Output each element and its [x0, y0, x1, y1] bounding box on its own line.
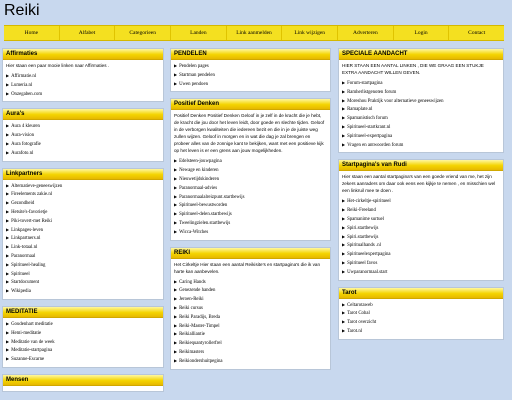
- arrow-icon: ▶: [342, 123, 346, 129]
- list-item: [6, 252, 160, 261]
- link[interactable]: Meditatie-startpagina: [11, 348, 53, 354]
- list-item: [174, 295, 327, 304]
- arrow-icon: ▶: [6, 347, 10, 353]
- list-item: [174, 330, 327, 339]
- link[interactable]: Reiki-Master-Timpel: [179, 323, 220, 329]
- arrow-icon: ▶: [6, 149, 10, 155]
- arrow-icon: ▶: [174, 202, 178, 208]
- box-intro-text: Het Cirkeltje Hier staan een aantal Reikisite's en startpagina's die ik van harte kan aanbevelen.: [174, 261, 321, 274]
- list-item: [342, 318, 500, 327]
- list-item: [342, 114, 500, 123]
- arrow-icon: ▶: [174, 80, 178, 86]
- arrow-icon: ▶: [342, 259, 346, 265]
- link[interactable]: Tarot overzicht: [347, 320, 377, 326]
- link[interactable]: Reikimasters: [179, 349, 205, 355]
- list-item: [342, 97, 500, 106]
- link[interactable]: Tarot Cobal: [347, 311, 370, 317]
- list-item: [174, 313, 327, 322]
- arrow-icon: ▶: [6, 226, 10, 232]
- link-list: [6, 320, 160, 364]
- link[interactable]: Edelsteen-jouwpagina: [179, 159, 222, 165]
- arrow-icon: ▶: [6, 320, 10, 326]
- box-body: [3, 60, 163, 101]
- list-item: [342, 123, 500, 132]
- link[interactable]: Uwen pendoen: [179, 81, 208, 87]
- list-item: [174, 157, 327, 166]
- arrow-icon: ▶: [342, 268, 346, 274]
- link[interactable]: Uwparanormaal.start: [347, 269, 388, 275]
- link[interactable]: Wikipedia: [11, 289, 31, 295]
- arrow-icon: ▶: [342, 319, 346, 325]
- list-item: [174, 201, 327, 210]
- box-body: [3, 180, 163, 299]
- list-item: [6, 338, 160, 347]
- arrow-icon: ▶: [174, 71, 178, 77]
- list-item: [174, 348, 327, 357]
- arrow-icon: ▶: [342, 97, 346, 103]
- arrow-icon: ▶: [6, 270, 10, 276]
- arrow-icon: ▶: [342, 310, 346, 316]
- link[interactable]: Aura-vision: [11, 133, 34, 139]
- arrow-icon: ▶: [6, 191, 10, 197]
- link[interactable]: Wicca-Witches: [179, 229, 209, 235]
- box-body: [171, 60, 330, 91]
- arrow-icon: ▶: [342, 141, 346, 147]
- list-item: [342, 206, 500, 215]
- list-item: [342, 233, 500, 242]
- list-item: [342, 79, 500, 88]
- list-item: [6, 208, 160, 217]
- link[interactable]: Spamanime surtuel: [347, 216, 384, 222]
- box-heading: Linkpartners: [3, 169, 163, 180]
- link[interactable]: Ramaplate.nl: [347, 107, 373, 113]
- arrow-icon: ▶: [174, 193, 178, 199]
- box-mensen: [2, 374, 164, 392]
- arrow-icon: ▶: [342, 80, 346, 85]
- link[interactable]: Spiritueel-expertpagina: [347, 133, 393, 139]
- arrow-icon: ▶: [174, 278, 178, 284]
- arrow-icon: ▶: [6, 288, 10, 294]
- box-heading: Startpagina's van Rudi: [339, 160, 503, 171]
- arrow-icon: ▶: [174, 304, 178, 310]
- link[interactable]: Spiritueel-healing: [11, 262, 46, 268]
- arrow-icon: ▶: [174, 340, 178, 346]
- nav-categorieen[interactable]: Categorieen: [115, 26, 171, 40]
- link[interactable]: Reiki-Freeland: [347, 208, 376, 214]
- link[interactable]: Goudenhart meditatie: [11, 321, 53, 327]
- arrow-icon: ▶: [174, 219, 178, 225]
- list-item: [174, 228, 327, 237]
- list-item: [6, 131, 160, 140]
- list-item: [6, 81, 160, 90]
- list-item: [6, 278, 160, 287]
- nav-contact[interactable]: Contact: [468, 30, 486, 36]
- arrow-icon: ▶: [6, 279, 10, 285]
- site-title: Reiki: [4, 2, 40, 19]
- arrow-icon: ▶: [6, 132, 10, 138]
- link[interactable]: Vragen en antwoorden forum: [347, 142, 404, 148]
- arrow-icon: ▶: [174, 348, 178, 354]
- link[interactable]: Nieuwetijdskinderen: [179, 176, 220, 182]
- link-list: [342, 301, 500, 336]
- arrow-icon: ▶: [174, 331, 178, 337]
- list-item: [6, 140, 160, 149]
- arrow-icon: ▶: [342, 233, 346, 239]
- link[interactable]: Startdocument: [11, 280, 40, 286]
- nav-link-wijzigen[interactable]: Link wijzigen: [282, 26, 338, 40]
- link-list: [342, 79, 500, 149]
- box-body: [171, 259, 330, 369]
- list-item: [174, 71, 327, 80]
- arrow-icon: ▶: [6, 182, 10, 188]
- link[interactable]: Startman pendelen: [179, 72, 215, 78]
- link[interactable]: Spiritueel favos: [347, 260, 378, 266]
- link[interactable]: Link-totaal.nl: [11, 245, 38, 251]
- link[interactable]: Reikialliantie: [179, 332, 205, 338]
- arrow-icon: ▶: [174, 313, 178, 319]
- arrow-icon: ▶: [174, 63, 178, 68]
- box-body: [339, 171, 503, 279]
- arrow-icon: ▶: [6, 73, 10, 78]
- arrow-icon: ▶: [6, 356, 10, 362]
- list-item: [174, 278, 327, 287]
- link[interactable]: Newage en kinderen: [179, 168, 219, 174]
- link[interactable]: Tweelingzielen.startbewijs: [179, 220, 231, 226]
- box-body: [3, 386, 163, 391]
- box-body: [339, 299, 503, 339]
- arrow-icon: ▶: [6, 252, 10, 258]
- link[interactable]: Paranormaal: [11, 253, 36, 259]
- arrow-icon: ▶: [342, 132, 346, 138]
- link[interactable]: Spiritueelexpertpagina: [347, 252, 391, 258]
- link[interactable]: Spiritueel-delen.startbewijs: [179, 212, 232, 218]
- link[interactable]: Pendelen pages: [179, 64, 209, 69]
- arrow-icon: ▶: [6, 208, 10, 214]
- box-body: [3, 318, 163, 367]
- arrow-icon: ▶: [174, 296, 178, 302]
- link[interactable]: Lumeria.nl: [11, 82, 33, 88]
- arrow-icon: ▶: [342, 327, 346, 333]
- arrow-icon: ▶: [342, 251, 346, 257]
- box-heading: Aura's: [3, 109, 163, 120]
- list-item: [6, 329, 160, 338]
- list-item: [342, 327, 500, 336]
- link[interactable]: Suzanne-Escarne: [11, 357, 45, 363]
- list-item: [6, 320, 160, 329]
- list-item: [174, 175, 327, 184]
- link[interactable]: Reiki Paradijs, Breda: [179, 314, 220, 320]
- nav-alfabet[interactable]: Alfabet: [60, 26, 116, 40]
- list-item: [6, 226, 160, 235]
- arrow-icon: ▶: [6, 217, 10, 223]
- link-list: [342, 197, 500, 276]
- list-item: [6, 122, 160, 131]
- arrow-icon: ▶: [174, 287, 178, 293]
- list-item: [342, 132, 500, 141]
- list-item: [6, 199, 160, 208]
- link[interactable]: Meditatie van de week: [11, 339, 55, 345]
- link[interactable]: Spiritueel-startkrant.nl: [347, 124, 391, 130]
- list-item: [174, 339, 327, 348]
- link[interactable]: Spiri.startbewijs: [347, 225, 379, 231]
- box-heading: REIKI: [171, 248, 330, 259]
- link[interactable]: Reikiequantyrollerfrel: [179, 341, 222, 347]
- list-item: [342, 241, 500, 250]
- link-list: [6, 72, 160, 98]
- link[interactable]: Hemi-meditatie: [11, 330, 42, 336]
- link[interactable]: Spiri.startbewijs: [347, 234, 379, 240]
- arrow-icon: ▶: [174, 228, 178, 234]
- link[interactable]: Spamanistisch forum: [347, 116, 388, 122]
- box-body: [3, 120, 163, 160]
- list-item: [174, 322, 327, 331]
- list-item: [174, 286, 327, 295]
- list-item: [174, 184, 327, 193]
- arrow-icon: ▶: [342, 88, 346, 94]
- link[interactable]: Aura fotografie: [11, 141, 41, 147]
- list-item: [342, 309, 500, 318]
- list-item: [342, 301, 500, 310]
- list-item: [174, 304, 327, 313]
- link-list: [6, 182, 160, 296]
- link[interactable]: Spiritueel-bewustworden: [179, 203, 228, 209]
- link[interactable]: Forum-startpagina: [347, 81, 383, 86]
- box-linkpartners: [2, 168, 164, 300]
- link[interactable]: Ramherlistgenoten forum: [347, 89, 397, 95]
- link[interactable]: Alternatieve-geneeswijzen: [11, 183, 63, 189]
- arrow-icon: ▶: [6, 81, 10, 87]
- arrow-icon: ▶: [342, 115, 346, 121]
- arrow-icon: ▶: [6, 244, 10, 250]
- list-item: [342, 215, 500, 224]
- box-heading: Positief Denken: [171, 99, 330, 110]
- box-affirmaties: [2, 48, 164, 102]
- box-intro-text: Hier staan een aantal startpagina's van een goede vriend van me, het zijn zekers aanraders om daar ook eens een kijkje te nemen , en misschien wel een linkruil mee te doen .: [342, 174, 496, 194]
- nav-login[interactable]: Login: [394, 26, 450, 40]
- list-item: [6, 72, 160, 81]
- box-intro-text: Hier staan een paar mooie linken naar Affirmaties .: [6, 63, 110, 68]
- list-item: [342, 105, 500, 114]
- arrow-icon: ▶: [6, 338, 10, 344]
- box-positief-denken: [170, 98, 331, 240]
- box-heading: Mensen: [3, 375, 163, 386]
- arrow-icon: ▶: [174, 357, 178, 363]
- list-item: [342, 197, 500, 206]
- arrow-icon: ▶: [342, 301, 346, 307]
- link[interactable]: Paranormaalalreizpunt.startbewijs: [179, 194, 245, 200]
- list-item: [6, 90, 160, 99]
- box-heading: Tarot: [339, 288, 503, 299]
- link[interactable]: Reikiondershuitpegina: [179, 358, 223, 364]
- link[interactable]: Linkpartners.nl: [11, 236, 41, 242]
- arrow-icon: ▶: [342, 224, 346, 230]
- link[interactable]: Moreshou Praktijk voor alternatieve geneeswijzen: [347, 98, 444, 104]
- middle-column: [170, 48, 331, 376]
- list-item: [174, 193, 327, 202]
- arrow-icon: ▶: [6, 235, 10, 241]
- box-body: [171, 110, 330, 239]
- arrow-icon: ▶: [6, 140, 10, 146]
- arrow-icon: ▶: [6, 329, 10, 335]
- list-item: [6, 355, 160, 364]
- link[interactable]: Piki-tovert-met Reiki: [11, 218, 52, 224]
- arrow-icon: ▶: [174, 322, 178, 328]
- box-startpagina-s-van-rudi: [338, 159, 504, 280]
- link-list: [174, 62, 327, 88]
- list-item: [174, 210, 327, 219]
- arrow-icon: ▶: [6, 123, 10, 129]
- box-heading: Affirmaties: [3, 49, 163, 60]
- link[interactable]: Celtarotaweb: [347, 302, 373, 308]
- link[interactable]: Fireelements zakie.nl: [11, 192, 53, 198]
- arrow-icon: ▶: [174, 175, 178, 181]
- list-item: [174, 80, 327, 89]
- link[interactable]: Paranormaal-advies: [179, 185, 218, 191]
- arrow-icon: ▶: [174, 158, 178, 164]
- box-reiki: [170, 247, 331, 370]
- box-speciale-aandacht: [338, 48, 504, 153]
- box-heading: MEDITATIE: [3, 307, 163, 318]
- nav-home[interactable]: Home: [4, 26, 60, 40]
- link[interactable]: Het-cirkeltje-spiritueel: [347, 199, 391, 205]
- link[interactable]: Caring Hands: [179, 279, 206, 285]
- nav-adverteren[interactable]: Adverteren: [338, 26, 394, 40]
- list-item: [342, 88, 500, 97]
- list-item: [342, 268, 500, 277]
- list-item: [6, 182, 160, 191]
- list-item: [6, 190, 160, 199]
- box-intro-text: HIER STAAN EEN AANTAL LINKEN , DIE WE GRAAG EEN STUKJE EXTRA AANDACHT WILLEN GEVEN.: [342, 63, 484, 75]
- main-navbar: [4, 25, 504, 41]
- list-item: [342, 250, 500, 259]
- arrow-icon: ▶: [174, 167, 178, 173]
- nav-link-aanmelden[interactable]: Link aanmelden: [227, 26, 283, 40]
- right-column: [338, 48, 504, 346]
- list-item: [6, 261, 160, 270]
- link[interactable]: Linkpages-leven: [11, 227, 44, 233]
- link-list: [174, 157, 327, 236]
- link[interactable]: Genezende handen: [179, 288, 216, 294]
- list-item: [174, 357, 327, 366]
- list-item: [6, 287, 160, 296]
- arrow-icon: ▶: [6, 90, 10, 96]
- link[interactable]: Jeroen-Reiki: [179, 297, 204, 303]
- arrow-icon: ▶: [6, 261, 10, 267]
- arrow-icon: ▶: [342, 207, 346, 213]
- link[interactable]: Spiritualhands .nl: [347, 243, 381, 249]
- link-list: [6, 122, 160, 157]
- list-item: [6, 234, 160, 243]
- arrow-icon: ▶: [342, 242, 346, 248]
- arrow-icon: ▶: [342, 215, 346, 221]
- list-item: [6, 149, 160, 158]
- link[interactable]: Spiritueel: [11, 271, 30, 277]
- list-item: [6, 217, 160, 226]
- arrow-icon: ▶: [342, 106, 346, 112]
- box-body: [339, 60, 503, 152]
- arrow-icon: ▶: [342, 198, 346, 204]
- link[interactable]: Hetsite's-favorietje: [11, 209, 48, 215]
- link[interactable]: Affirmatie.nl: [11, 74, 37, 79]
- box-meditatie: [2, 306, 164, 368]
- link[interactable]: Onzegaben.com: [11, 91, 43, 97]
- box-aura-s: [2, 108, 164, 161]
- arrow-icon: ▶: [174, 211, 178, 217]
- list-item: [6, 346, 160, 355]
- box-tarot: [338, 287, 504, 340]
- list-item: [6, 270, 160, 279]
- list-item: [174, 62, 327, 71]
- link-list: [174, 278, 327, 366]
- list-item: [6, 243, 160, 252]
- box-heading: SPECIALE AANDACHT: [339, 49, 503, 60]
- list-item: [174, 166, 327, 175]
- left-column: [2, 48, 164, 398]
- nav-landen[interactable]: Landen: [171, 26, 227, 40]
- link[interactable]: Gezondheid: [11, 201, 35, 207]
- box-pendelen: [170, 48, 331, 92]
- box-intro-text: Positief Denken Positief Denken Geloof in je zelf in de kracht die je hebt, de kracht die jou door het leven leidt, door goede en slechte tijden. Geloof in de verborgen kwaliteiten die iedereen bezit en die in je de juiste weg zullen wijzen. Geloof in morgen en in wat die dag je zal brengen en probeer alles van de zonnige kant te bekijken, want met een positieve kijk op het leven is er een grens aan jouw mogelijkheden.: [174, 113, 325, 154]
- link[interactable]: Tarot.nl: [347, 328, 363, 334]
- list-item: [342, 224, 500, 233]
- list-item: [342, 259, 500, 268]
- arrow-icon: ▶: [6, 200, 10, 206]
- link[interactable]: Reiki cursus: [179, 305, 203, 311]
- link[interactable]: Aura 4 kleuren: [11, 124, 40, 130]
- box-heading: PENDELEN: [171, 49, 330, 60]
- link[interactable]: Aurafoto.nl: [11, 150, 34, 156]
- list-item: [342, 141, 500, 150]
- arrow-icon: ▶: [174, 184, 178, 190]
- list-item: [174, 219, 327, 228]
